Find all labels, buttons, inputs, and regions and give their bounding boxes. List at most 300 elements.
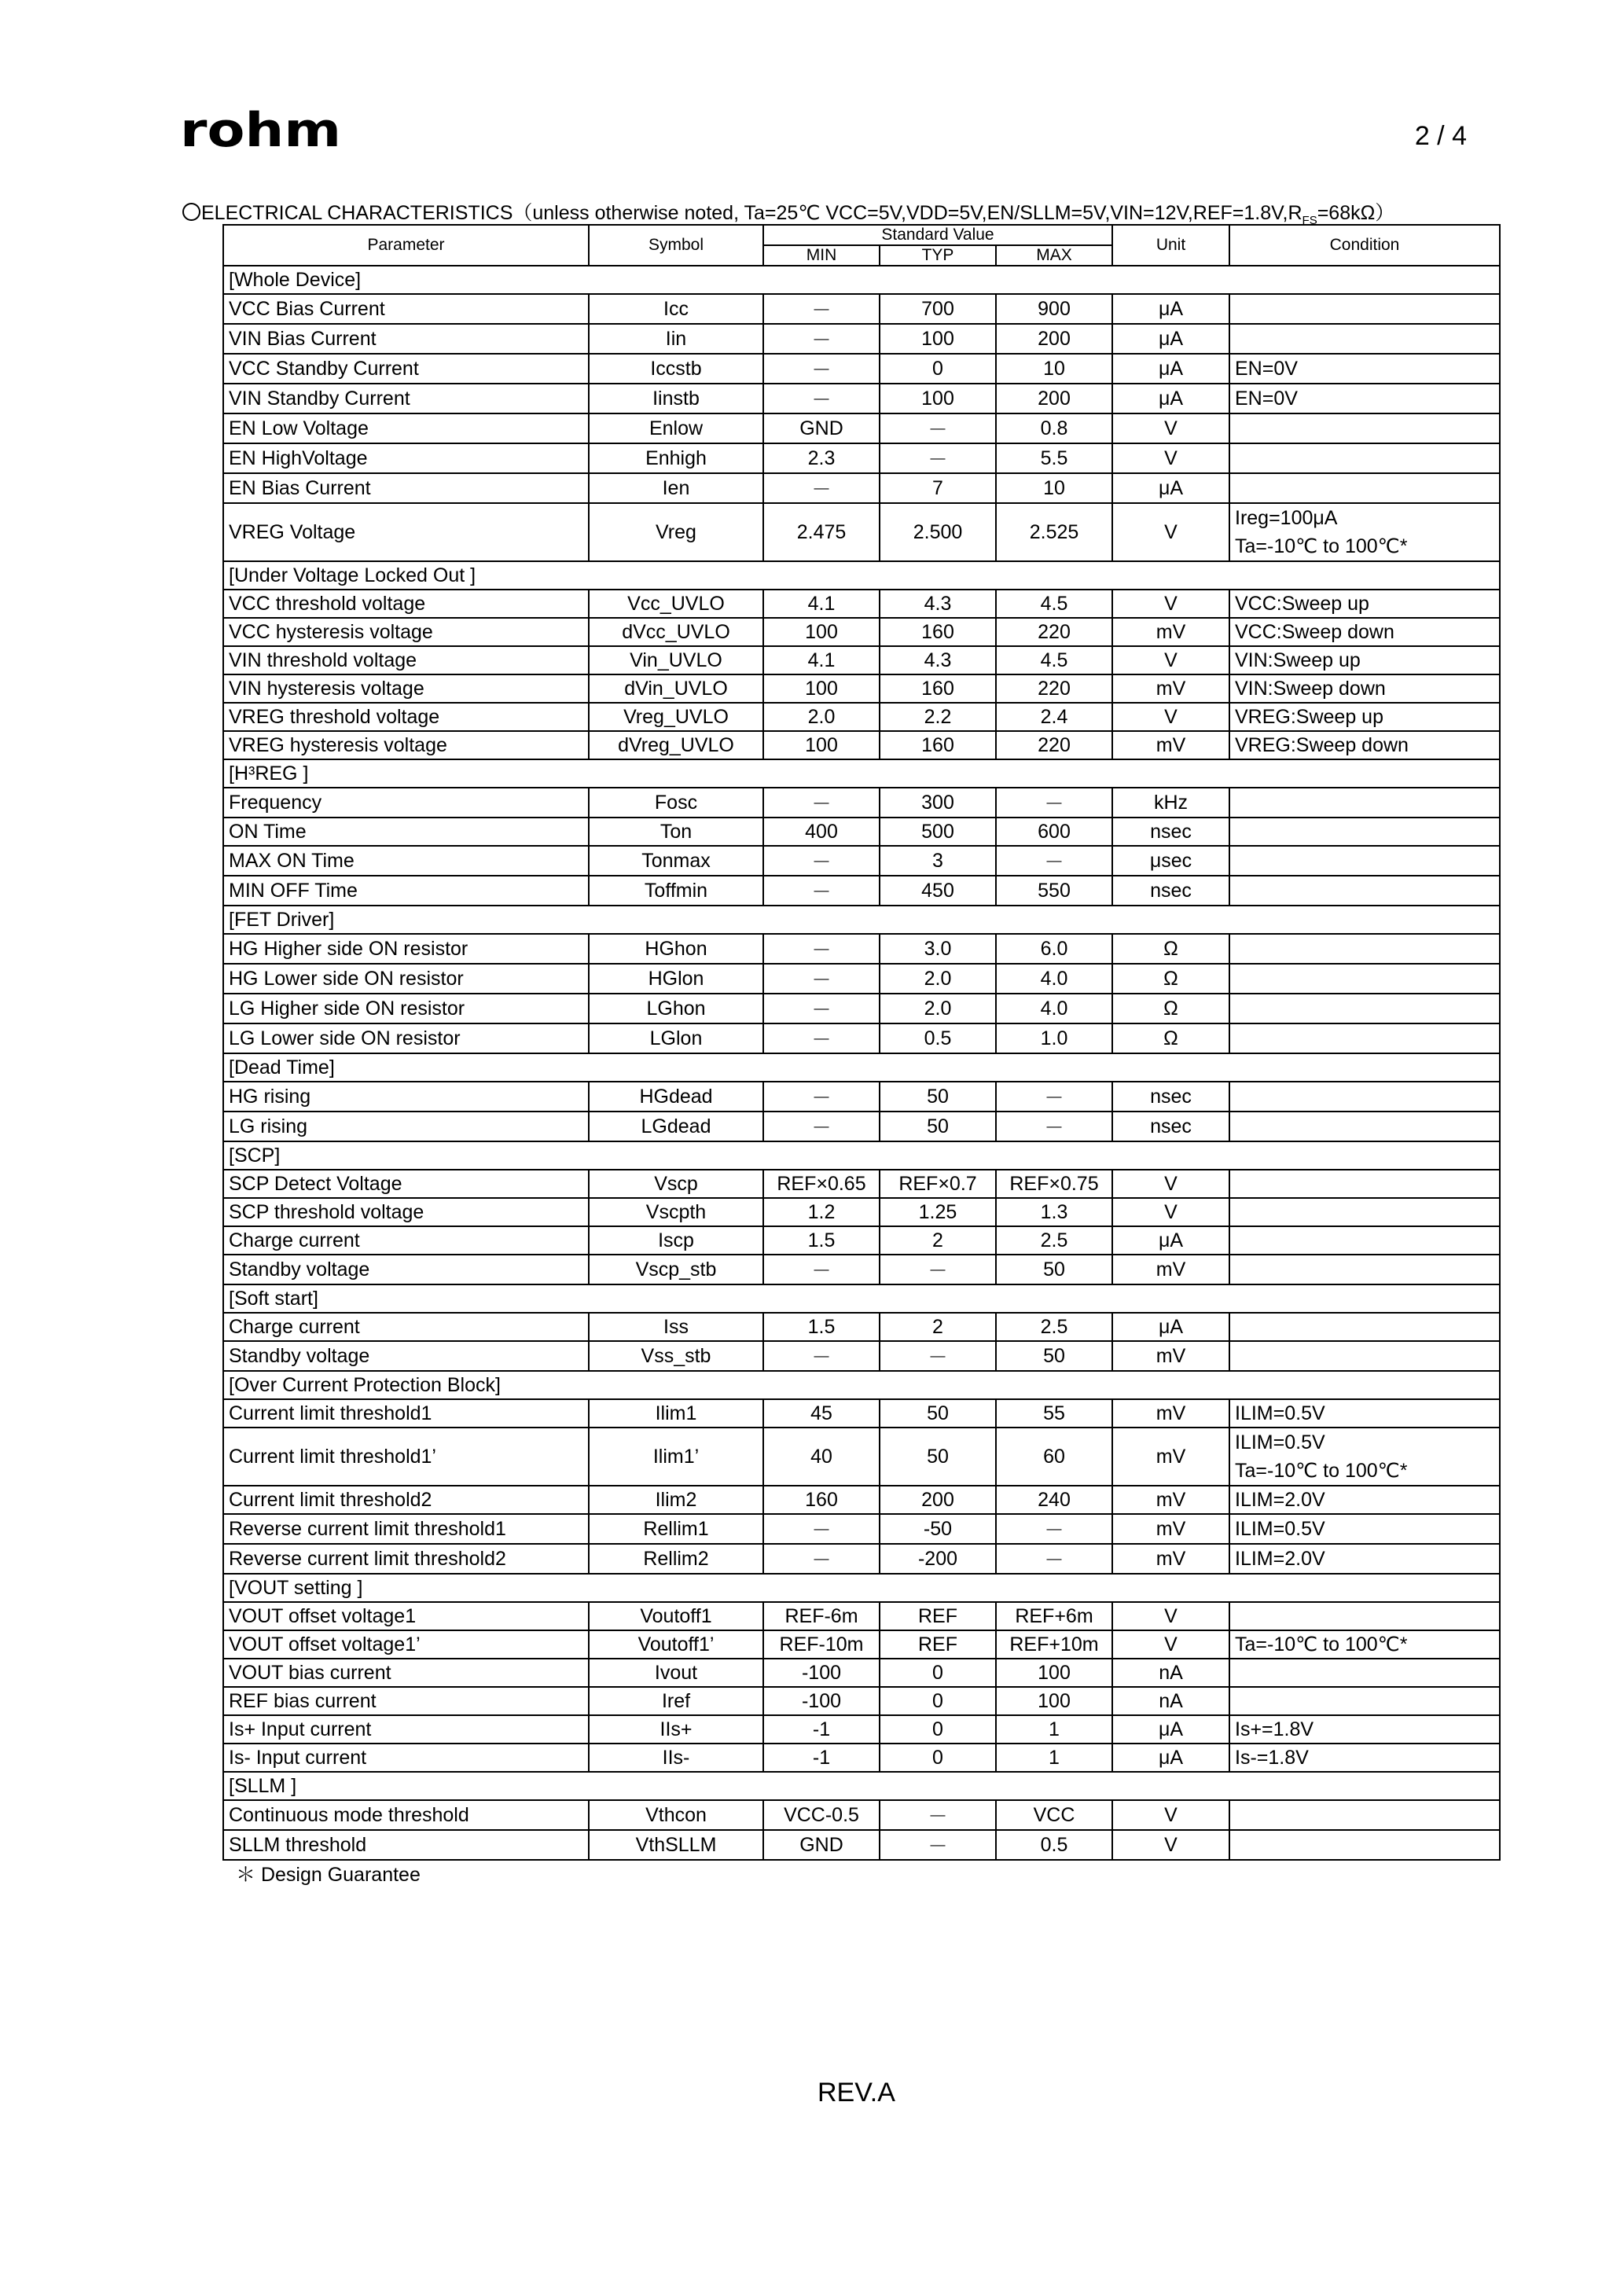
parameter-cell: VCC Bias Current (223, 294, 589, 324)
table-row (223, 964, 1500, 994)
table-row (223, 788, 1500, 818)
header-min: MIN (763, 245, 880, 266)
condition-cell: VIN:Sweep down (1229, 674, 1500, 703)
symbol-cell: IIs+ (589, 1715, 763, 1744)
typ-cell: － (880, 413, 996, 443)
typ-cell: 50 (880, 1082, 996, 1112)
unit-cell: nsec (1112, 1112, 1229, 1141)
min-cell: 4.1 (763, 646, 880, 674)
condition-cell (1229, 1226, 1500, 1255)
typ-cell: 160 (880, 674, 996, 703)
condition-cell (1229, 1800, 1500, 1830)
max-cell: 1.0 (996, 1023, 1112, 1053)
condition-cell (1229, 473, 1500, 503)
symbol-cell: Iin (589, 324, 763, 354)
parameter-cell: VOUT bias current (223, 1659, 589, 1687)
table-row (223, 1198, 1500, 1226)
header-standard-value: Standard Value (763, 225, 1112, 245)
typ-cell: 3 (880, 846, 996, 876)
parameter-cell: VCC threshold voltage (223, 590, 589, 618)
condition-cell: ILIM=0.5V (1229, 1399, 1500, 1428)
table-row (223, 413, 1500, 443)
unit-cell: V (1112, 646, 1229, 674)
unit-cell: mV (1112, 1486, 1229, 1514)
section-row (223, 1053, 1500, 1082)
min-cell: － (763, 384, 880, 413)
max-cell: 200 (996, 384, 1112, 413)
table-row (223, 934, 1500, 964)
condition-cell (1229, 1830, 1500, 1860)
parameter-cell: MAX ON Time (223, 846, 589, 876)
unit-cell: mV (1112, 731, 1229, 759)
typ-cell: 700 (880, 294, 996, 324)
condition-cell (1229, 1023, 1500, 1053)
typ-cell: 2 (880, 1313, 996, 1341)
symbol-cell: Ilim2 (589, 1486, 763, 1514)
symbol-cell: Vss_stb (589, 1341, 763, 1371)
parameter-cell: SCP threshold voltage (223, 1198, 589, 1226)
min-cell: － (763, 994, 880, 1023)
min-cell: － (763, 1341, 880, 1371)
max-cell: 1.3 (996, 1198, 1112, 1226)
min-cell: － (763, 354, 880, 384)
min-cell: REF-10m (763, 1630, 880, 1659)
min-cell: 1.5 (763, 1226, 880, 1255)
table-row (223, 1486, 1500, 1514)
typ-cell: 0.5 (880, 1023, 996, 1053)
max-cell: 220 (996, 731, 1112, 759)
header-max: MAX (996, 245, 1112, 266)
typ-cell: 2 (880, 1226, 996, 1255)
symbol-cell: Iref (589, 1687, 763, 1715)
table-row (223, 618, 1500, 646)
section-title: [Soft start] (223, 1284, 1500, 1313)
typ-cell: 50 (880, 1112, 996, 1141)
typ-cell: 500 (880, 818, 996, 846)
parameter-cell: Standby voltage (223, 1255, 589, 1284)
typ-cell: 7 (880, 473, 996, 503)
svg-text:rohm: rohm (180, 108, 341, 149)
condition-cell (1229, 1602, 1500, 1630)
header-condition: Condition (1229, 225, 1500, 266)
max-cell: 2.5 (996, 1313, 1112, 1341)
symbol-cell: HGdead (589, 1082, 763, 1112)
symbol-cell: LGhon (589, 994, 763, 1023)
unit-cell: mV (1112, 1428, 1229, 1486)
max-cell: REF+6m (996, 1602, 1112, 1630)
symbol-cell: Iscp (589, 1226, 763, 1255)
typ-cell: 50 (880, 1428, 996, 1486)
header-typ: TYP (880, 245, 996, 266)
min-cell: REF-6m (763, 1602, 880, 1630)
parameter-cell: LG Higher side ON resistor (223, 994, 589, 1023)
typ-cell: 0 (880, 1744, 996, 1772)
unit-cell: nsec (1112, 818, 1229, 846)
parameter-cell: Is- Input current (223, 1744, 589, 1772)
condition-cell (1229, 818, 1500, 846)
parameter-cell: Standby voltage (223, 1341, 589, 1371)
table-row (223, 1715, 1500, 1744)
typ-cell: 4.3 (880, 646, 996, 674)
parameter-cell: EN Low Voltage (223, 413, 589, 443)
symbol-cell: Enhigh (589, 443, 763, 473)
max-cell: － (996, 846, 1112, 876)
symbol-cell: Vin_UVLO (589, 646, 763, 674)
min-cell: － (763, 876, 880, 906)
parameter-cell: REF bias current (223, 1687, 589, 1715)
condition-cell: ILIM=2.0V (1229, 1544, 1500, 1574)
max-cell: 2.525 (996, 503, 1112, 561)
unit-cell: mV (1112, 1399, 1229, 1428)
symbol-cell: Vcc_UVLO (589, 590, 763, 618)
max-cell: 2.4 (996, 703, 1112, 731)
min-cell: － (763, 934, 880, 964)
max-cell: VCC (996, 1800, 1112, 1830)
condition-cell (1229, 876, 1500, 906)
condition-cell (1229, 294, 1500, 324)
symbol-cell: Iccstb (589, 354, 763, 384)
table-row (223, 1830, 1500, 1860)
parameter-cell: VREG hysteresis voltage (223, 731, 589, 759)
min-cell: － (763, 473, 880, 503)
table-row (223, 1226, 1500, 1255)
condition-cell (1229, 964, 1500, 994)
section-row (223, 1141, 1500, 1170)
symbol-cell: Ilim1’ (589, 1428, 763, 1486)
condition-line: Ta=-10℃ to 100℃* (1235, 1460, 1408, 1482)
min-cell: VCC-0.5 (763, 1800, 880, 1830)
max-cell: 1 (996, 1744, 1112, 1772)
unit-cell: mV (1112, 1514, 1229, 1544)
symbol-cell: Icc (589, 294, 763, 324)
typ-cell: 2.2 (880, 703, 996, 731)
unit-cell: nA (1112, 1659, 1229, 1687)
table-row (223, 354, 1500, 384)
unit-cell: mV (1112, 1255, 1229, 1284)
max-cell: 220 (996, 674, 1112, 703)
min-cell: 2.0 (763, 703, 880, 731)
parameter-cell: LG Lower side ON resistor (223, 1023, 589, 1053)
unit-cell: nsec (1112, 1082, 1229, 1112)
table-body (223, 266, 1500, 1860)
section-title: [H³REG ] (223, 759, 1500, 788)
typ-cell: REF×0.7 (880, 1170, 996, 1198)
unit-cell: μA (1112, 1313, 1229, 1341)
min-cell: 1.5 (763, 1313, 880, 1341)
parameter-cell: HG Higher side ON resistor (223, 934, 589, 964)
condition-cell: Is+=1.8V (1229, 1715, 1500, 1744)
max-cell: 550 (996, 876, 1112, 906)
parameter-cell: VIN hysteresis voltage (223, 674, 589, 703)
condition-cell (1229, 413, 1500, 443)
unit-cell: μA (1112, 384, 1229, 413)
parameter-cell: EN Bias Current (223, 473, 589, 503)
condition-line: Ireg=100μA (1235, 507, 1338, 529)
typ-cell: 2.0 (880, 964, 996, 994)
parameter-cell: VOUT offset voltage1 (223, 1602, 589, 1630)
max-cell: 5.5 (996, 443, 1112, 473)
min-cell: 160 (763, 1486, 880, 1514)
typ-cell: 0 (880, 354, 996, 384)
unit-cell: V (1112, 1170, 1229, 1198)
unit-cell: nA (1112, 1687, 1229, 1715)
condition-cell (1229, 1341, 1500, 1371)
parameter-cell: MIN OFF Time (223, 876, 589, 906)
max-cell: 50 (996, 1255, 1112, 1284)
table-row (223, 818, 1500, 846)
min-cell: － (763, 788, 880, 818)
parameter-cell: Reverse current limit threshold1 (223, 1514, 589, 1544)
parameter-cell: LG rising (223, 1112, 589, 1141)
table-row (223, 1544, 1500, 1574)
table-row (223, 646, 1500, 674)
typ-cell: 200 (880, 1486, 996, 1514)
parameter-cell: Is+ Input current (223, 1715, 589, 1744)
section-row (223, 1772, 1500, 1800)
max-cell: 4.5 (996, 646, 1112, 674)
unit-cell: V (1112, 703, 1229, 731)
symbol-cell: Voutoff1’ (589, 1630, 763, 1659)
table-row (223, 1602, 1500, 1630)
parameter-cell: VREG threshold voltage (223, 703, 589, 731)
symbol-cell: Fosc (589, 788, 763, 818)
unit-cell: Ω (1112, 934, 1229, 964)
footnote: ＊ Design Guarantee (236, 1864, 421, 1886)
typ-cell: 50 (880, 1399, 996, 1428)
parameter-cell: Frequency (223, 788, 589, 818)
typ-cell: 4.3 (880, 590, 996, 618)
parameter-cell: VCC Standby Current (223, 354, 589, 384)
symbol-cell: Ivout (589, 1659, 763, 1687)
section-title: [Over Current Protection Block] (223, 1371, 1500, 1399)
min-cell: 4.1 (763, 590, 880, 618)
symbol-cell: Enlow (589, 413, 763, 443)
typ-cell: 100 (880, 324, 996, 354)
condition-cell (1229, 1198, 1500, 1226)
condition-cell (1229, 846, 1500, 876)
rohm-logo (180, 108, 341, 149)
max-cell: REF+10m (996, 1630, 1112, 1659)
symbol-cell: dVreg_UVLO (589, 731, 763, 759)
symbol-cell: Iinstb (589, 384, 763, 413)
max-cell: 55 (996, 1399, 1112, 1428)
min-cell: － (763, 1255, 880, 1284)
min-cell: － (763, 1112, 880, 1141)
section-title: [FET Driver] (223, 906, 1500, 934)
condition-line: Ta=-10℃ to 100℃* (1235, 535, 1408, 557)
unit-cell: μsec (1112, 846, 1229, 876)
max-cell: 600 (996, 818, 1112, 846)
condition-cell (1229, 1687, 1500, 1715)
table-row (223, 674, 1500, 703)
condition-cell: ILIM=0.5V (1229, 1514, 1500, 1544)
condition-cell: VIN:Sweep up (1229, 646, 1500, 674)
condition-line: ILIM=0.5V (1235, 1431, 1325, 1453)
max-cell: 0.8 (996, 413, 1112, 443)
symbol-cell: Vthcon (589, 1800, 763, 1830)
unit-cell: μA (1112, 473, 1229, 503)
condition-cell: VREG:Sweep down (1229, 731, 1500, 759)
parameter-cell: ON Time (223, 818, 589, 846)
typ-cell: 3.0 (880, 934, 996, 964)
parameter-cell: Reverse current limit threshold2 (223, 1544, 589, 1574)
table-row (223, 1341, 1500, 1371)
symbol-cell: Rellim2 (589, 1544, 763, 1574)
min-cell: 2.3 (763, 443, 880, 473)
page-number: 2 / 4 (1414, 121, 1467, 151)
table-row (223, 1082, 1500, 1112)
table-row (223, 1800, 1500, 1830)
table-row (223, 1313, 1500, 1341)
typ-cell: 450 (880, 876, 996, 906)
symbol-cell: LGdead (589, 1112, 763, 1141)
min-cell: 400 (763, 818, 880, 846)
table-row (223, 1687, 1500, 1715)
symbol-cell: Vreg_UVLO (589, 703, 763, 731)
typ-cell: -50 (880, 1514, 996, 1544)
unit-cell: V (1112, 413, 1229, 443)
table-row (223, 294, 1500, 324)
symbol-cell: Rellim1 (589, 1514, 763, 1544)
unit-cell: mV (1112, 674, 1229, 703)
typ-cell: － (880, 1341, 996, 1371)
condition-cell (1229, 1428, 1500, 1486)
table-row (223, 1428, 1500, 1486)
section-title: [SCP] (223, 1141, 1500, 1170)
table-row (223, 1399, 1500, 1428)
section-row (223, 266, 1500, 294)
typ-cell: REF (880, 1602, 996, 1630)
min-cell: － (763, 1023, 880, 1053)
unit-cell: V (1112, 1800, 1229, 1830)
section-row (223, 759, 1500, 788)
condition-cell: EN=0V (1229, 384, 1500, 413)
min-cell: － (763, 1082, 880, 1112)
condition-cell (1229, 443, 1500, 473)
max-cell: 0.5 (996, 1830, 1112, 1860)
unit-cell: V (1112, 1630, 1229, 1659)
max-cell: 900 (996, 294, 1112, 324)
parameter-cell: Current limit threshold2 (223, 1486, 589, 1514)
section-title: [Dead Time] (223, 1053, 1500, 1082)
condition-cell (1229, 1313, 1500, 1341)
parameter-cell: VIN Standby Current (223, 384, 589, 413)
unit-cell: V (1112, 1830, 1229, 1860)
condition-cell (1229, 934, 1500, 964)
symbol-cell: Vscp_stb (589, 1255, 763, 1284)
section-title: [SLLM ] (223, 1772, 1500, 1800)
max-cell: 50 (996, 1341, 1112, 1371)
min-cell: － (763, 1544, 880, 1574)
max-cell: 200 (996, 324, 1112, 354)
min-cell: 100 (763, 731, 880, 759)
unit-cell: μA (1112, 294, 1229, 324)
unit-cell: Ω (1112, 964, 1229, 994)
condition-cell (1229, 1170, 1500, 1198)
typ-cell: 160 (880, 618, 996, 646)
max-cell: 100 (996, 1659, 1112, 1687)
table-row (223, 503, 1500, 561)
symbol-cell: VthSLLM (589, 1830, 763, 1860)
unit-cell: mV (1112, 1544, 1229, 1574)
table-row (223, 1744, 1500, 1772)
max-cell: 4.0 (996, 994, 1112, 1023)
condition-cell (1229, 1112, 1500, 1141)
section-row (223, 1371, 1500, 1399)
max-cell: 220 (996, 618, 1112, 646)
section-row (223, 1574, 1500, 1602)
section-row (223, 1284, 1500, 1313)
min-cell: GND (763, 1830, 880, 1860)
section-title: [VOUT setting ] (223, 1574, 1500, 1602)
typ-cell: REF (880, 1630, 996, 1659)
typ-cell: 0 (880, 1715, 996, 1744)
max-cell: 60 (996, 1428, 1112, 1486)
unit-cell: V (1112, 1602, 1229, 1630)
condition-cell: VCC:Sweep up (1229, 590, 1500, 618)
symbol-cell: Ilim1 (589, 1399, 763, 1428)
table-row (223, 703, 1500, 731)
min-cell: 2.475 (763, 503, 880, 561)
table-row (223, 324, 1500, 354)
max-cell: － (996, 1112, 1112, 1141)
symbol-cell: dVin_UVLO (589, 674, 763, 703)
parameter-cell: Current limit threshold1 (223, 1399, 589, 1428)
table-row (223, 384, 1500, 413)
max-cell: 10 (996, 473, 1112, 503)
max-cell: － (996, 1514, 1112, 1544)
unit-cell: V (1112, 1198, 1229, 1226)
condition-cell: Is-=1.8V (1229, 1744, 1500, 1772)
table-row (223, 994, 1500, 1023)
max-cell: 240 (996, 1486, 1112, 1514)
unit-cell: V (1112, 590, 1229, 618)
unit-cell: V (1112, 503, 1229, 561)
parameter-cell: HG rising (223, 1082, 589, 1112)
typ-cell: 0 (880, 1659, 996, 1687)
typ-cell: － (880, 443, 996, 473)
condition-cell (1229, 503, 1500, 561)
symbol-cell: LGlon (589, 1023, 763, 1053)
condition-cell (1229, 994, 1500, 1023)
condition-cell (1229, 1082, 1500, 1112)
min-cell: － (763, 846, 880, 876)
table-row (223, 731, 1500, 759)
parameter-cell: VIN threshold voltage (223, 646, 589, 674)
symbol-cell: Vreg (589, 503, 763, 561)
typ-cell: － (880, 1255, 996, 1284)
unit-cell: mV (1112, 1341, 1229, 1371)
min-cell: 100 (763, 674, 880, 703)
table-row (223, 1170, 1500, 1198)
unit-cell: kHz (1112, 788, 1229, 818)
min-cell: -1 (763, 1744, 880, 1772)
condition-cell: VCC:Sweep down (1229, 618, 1500, 646)
table-row (223, 876, 1500, 906)
max-cell: 2.5 (996, 1226, 1112, 1255)
unit-cell: V (1112, 443, 1229, 473)
condition-cell (1229, 788, 1500, 818)
unit-cell: mV (1112, 618, 1229, 646)
symbol-cell: dVcc_UVLO (589, 618, 763, 646)
typ-cell: 300 (880, 788, 996, 818)
header-symbol: Symbol (589, 225, 763, 266)
min-cell: 1.2 (763, 1198, 880, 1226)
parameter-cell: Charge current (223, 1313, 589, 1341)
min-cell: 100 (763, 618, 880, 646)
table-row (223, 1112, 1500, 1141)
section-row (223, 906, 1500, 934)
